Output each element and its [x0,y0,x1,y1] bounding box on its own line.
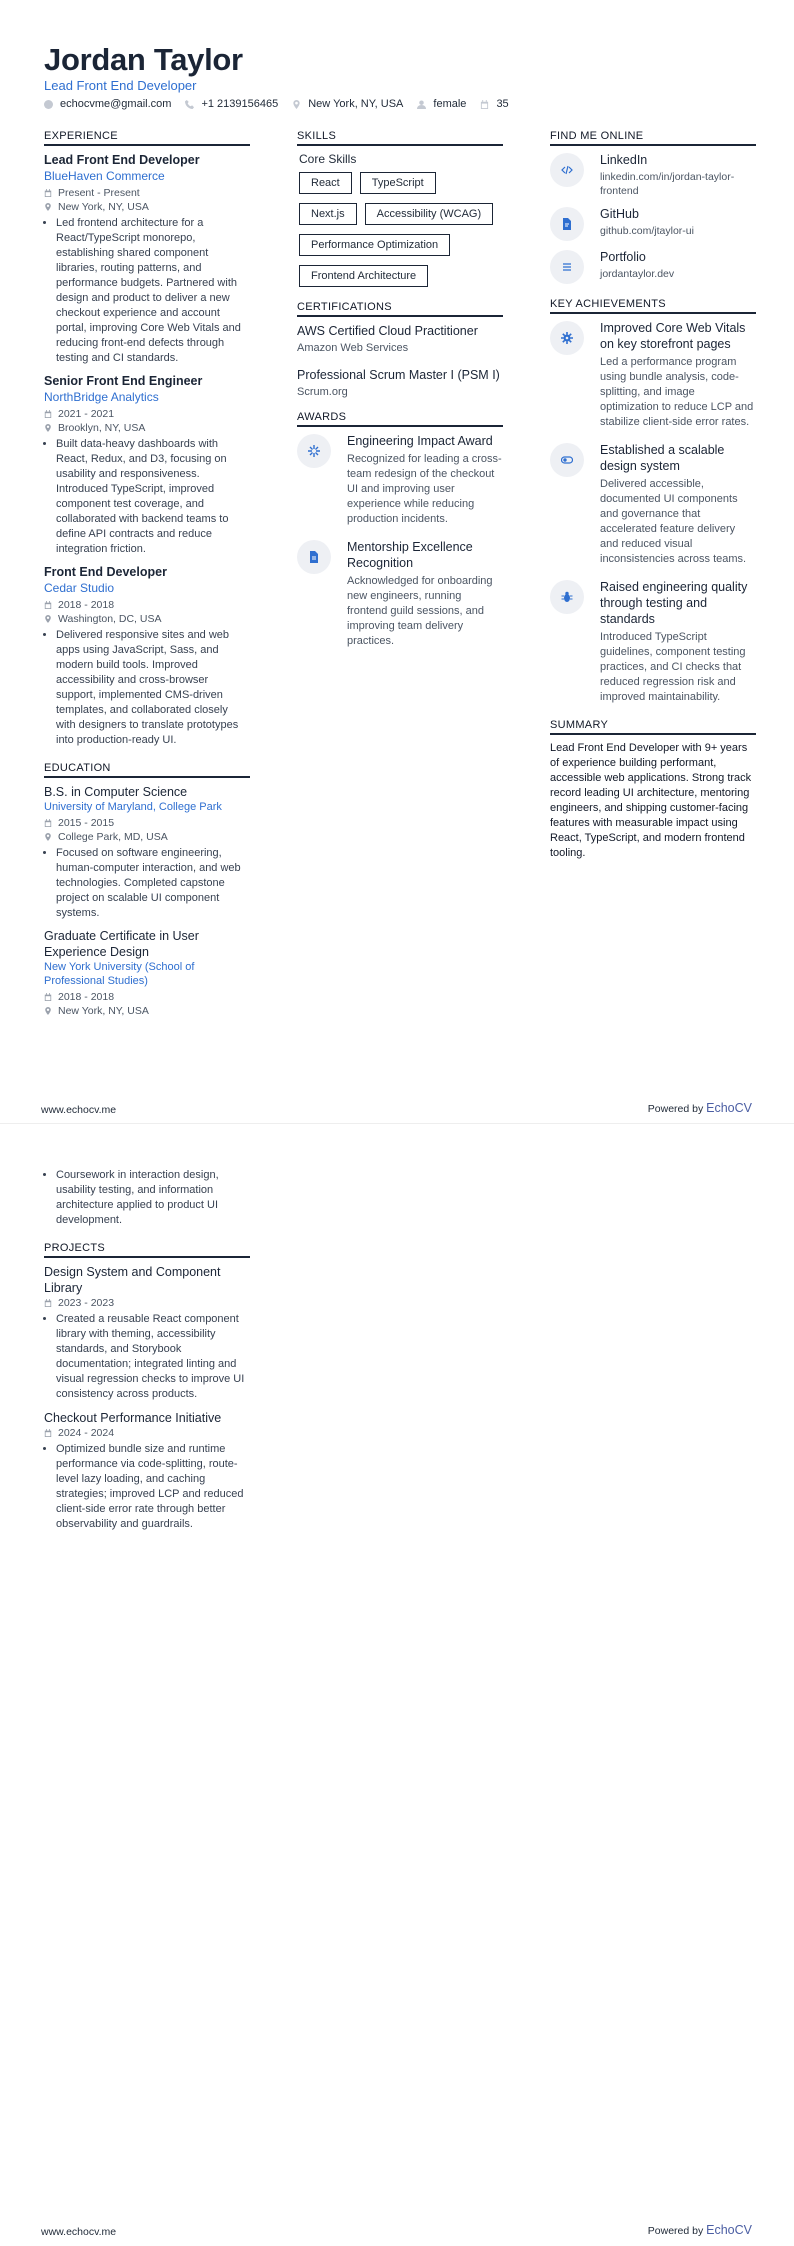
project-dates-text: 2023 - 2023 [58,1297,115,1309]
achievement-title: Raised engineering quality through testing and standards [600,580,748,626]
certification-issuer: Scrum.org [297,386,348,398]
achievement-entry [550,579,756,705]
project-entry [44,1264,250,1402]
job-bullet: • Delivered responsive sites and web apps using JavaScript, Sass, and modern build tools. Improved accessibility and cross-browser support, implemented CMS-driven templates, and collaborated closely with designers to translate prototypes into production-ready UI. [56,628,250,748]
job-title: Lead Front End Developer [44,153,200,167]
award-description: Acknowledged for onboarding new engineers, running frontend guild sessions, and improving team delivery practices. [347,575,493,647]
project-dates-text: 2024 - 2024 [58,1427,115,1439]
education-location-text: College Park, MD, USA [58,831,168,843]
link-icon-badge [550,207,584,241]
link-icon-badge [550,250,584,284]
phone-icon [185,100,194,109]
award-description: Recognized for leading a cross-team redesign of the checkout UI and improving user experience while reducing production incidents. [347,453,502,525]
resume-page-2 [0,1123,794,2246]
left-column [44,130,250,1018]
calendar-icon [44,1429,52,1437]
company-name: NorthBridge Analytics [44,390,159,404]
project-bullet: • Optimized bundle size and runtime performance via code-splitting, route-level lazy loading, and caching strategies; improved LCP and reduced client-side error rate through better observability and guardrails. [56,1442,250,1532]
job-location-text: New York, NY, USA [58,201,149,213]
job-dates [44,407,250,421]
experience-entry [44,564,250,748]
summary-text: Lead Front End Developer with 9+ years of experience building performant, accessible web applications. Strong track record leading UI architecture, mentoring engineers, and shipping customer-facing features with measurable impact using React, TypeScript, and modern frontend tooling. [550,742,752,859]
certification-entry [297,367,503,399]
user-icon [417,100,426,109]
list-icon [561,261,573,273]
project-name: Checkout Performance Initiative [44,1411,222,1425]
education-bullet: • Coursework in interaction design, usability testing, and information architecture applied to product UI development. [56,1168,250,1228]
section-heading-key-achievements: KEY ACHIEVEMENTS [550,298,756,314]
link-url[interactable]: github.com/jtaylor-ui [600,225,694,237]
skills-subtitle: Core Skills [299,152,357,166]
job-dates-text: Present - Present [58,187,140,199]
project-dates [44,1426,250,1440]
education-location [44,1004,250,1018]
brand-name: EchoCV [706,1101,752,1115]
education-entry [44,784,250,921]
job-dates-text: 2018 - 2018 [58,599,115,611]
contact-gender-text: female [433,98,467,110]
job-location-text: Washington, DC, USA [58,613,162,625]
education-dates-text: 2015 - 2015 [58,817,115,829]
certification-name: AWS Certified Cloud Practitioner [297,324,478,338]
sparkle-icon [308,445,320,457]
footer-powered-by[interactable] [648,2223,752,2237]
contact-phone-text: +1 2139156465 [201,98,279,110]
job-title: Senior Front End Engineer [44,374,203,388]
achievement-description: Introduced TypeScript guidelines, component testing practices, and CI checks that reduced regression risk and improved maintainability. [600,631,746,703]
profile-link-linkedin[interactable] [550,152,756,198]
certification-entry [297,323,503,355]
job-dates-text: 2021 - 2021 [58,408,115,420]
project-entry [44,1410,250,1532]
code-icon [561,164,573,176]
degree: Graduate Certificate in User Experience Design [44,929,199,959]
project-bullets [44,1442,250,1532]
contact-bar [44,98,523,110]
contact-gender [417,98,466,110]
school-name: New York University (School of Professional Studies) [44,961,195,987]
email-icon [44,100,53,109]
achievement-description: Led a performance program using bundle analysis, code-splitting, and image optimization to reduce LCP and stabilize client-side error rates. [600,356,754,428]
section-heading-summary: SUMMARY [550,719,756,735]
project-bullet: • Created a reusable React component library with theming, accessibility standards, and Storybook documentation; integrated linting and visual regression checks to improve UI consistency across products. [56,1312,250,1402]
map-pin-icon [292,100,301,109]
footer-website[interactable]: www.echocv.me [41,1104,117,1116]
education-bullets [44,846,250,921]
link-url[interactable]: linkedin.com/in/jordan-taylor-frontend [600,171,735,197]
contact-age [480,98,508,110]
education-dates-text: 2018 - 2018 [58,991,115,1003]
calendar-icon [44,819,52,827]
achievement-icon-badge [550,321,584,355]
job-dates [44,186,250,200]
project-dates [44,1296,250,1310]
candidate-title: Lead Front End Developer [44,78,197,93]
calendar-icon [44,189,52,197]
section-heading-skills: SKILLS [297,130,503,146]
job-bullets [44,216,250,366]
contact-email-text: echocvme@gmail.com [60,98,172,110]
experience-entry [44,373,250,557]
calendar-icon [44,993,52,1001]
middle-column [297,130,503,661]
achievement-entry [550,320,756,430]
bug-icon [561,591,573,603]
calendar-icon [44,601,52,609]
job-location [44,421,250,435]
skill-tag: Accessibility (WCAG) [365,203,494,225]
profile-link-portfolio[interactable] [550,249,756,284]
job-bullet: • Built data-heavy dashboards with React, Redux, and D3, focusing on usability and responsiveness. Introduced TypeScript, improved component test coverage, and collaborated with backend teams to define API contracts and reduce integration friction. [56,437,250,557]
link-icon-badge [550,153,584,187]
map-pin-icon [44,615,52,623]
footer-website[interactable]: www.echocv.me [41,2226,117,2238]
footer-powered-by[interactable] [648,1101,752,1115]
section-heading-projects: PROJECTS [44,1242,250,1258]
link-label: GitHub [600,207,639,221]
education-entry [44,928,250,1018]
experience-entry [44,152,250,366]
achievement-title: Established a scalable design system [600,443,725,473]
calendar-icon [480,100,489,109]
achievement-icon-badge [550,443,584,477]
education-dates [44,990,250,1004]
job-location [44,200,250,214]
certification-name: Professional Scrum Master I (PSM I) [297,368,500,382]
award-title: Mentorship Excellence Recognition [347,540,473,570]
skill-tag: Frontend Architecture [299,265,428,287]
skill-tag: Next.js [299,203,357,225]
company-name: BlueHaven Commerce [44,169,165,183]
calendar-icon [44,410,52,418]
job-bullet: • Led frontend architecture for a React/TypeScript monorepo, establishing shared component libraries, routing patterns, and performance budgets. Partnered with design and product to deliver a new checkout experience and account portal, improving Core Web Vitals and reducing front-end defects through testing and CI standards. [56,216,250,366]
contact-age-text: 35 [496,98,509,110]
education-dates [44,816,250,830]
link-label: Portfolio [600,250,646,264]
job-title: Front End Developer [44,565,167,579]
left-column-continued [44,1166,250,1532]
job-location-text: Brooklyn, NY, USA [58,422,146,434]
award-entry [297,433,503,527]
right-column [550,130,756,861]
award-icon-badge [297,540,331,574]
map-pin-icon [44,203,52,211]
gear-icon [561,332,573,344]
achievement-icon-badge [550,580,584,614]
profile-link-github[interactable] [550,206,756,241]
job-bullets [44,628,250,748]
degree: B.S. in Computer Science [44,785,188,799]
document-icon [308,551,320,563]
calendar-icon [44,1299,52,1307]
candidate-name: Jordan Taylor [44,42,243,77]
section-heading-find-me-online: FIND ME ONLINE [550,130,756,146]
company-name: Cedar Studio [44,581,115,595]
job-bullets [44,437,250,557]
skill-tag: TypeScript [360,172,436,194]
school-name: University of Maryland, College Park [44,801,222,813]
powered-by-text: Powered by [647,2225,704,2237]
education-bullets [44,1168,250,1228]
section-heading-experience: EXPERIENCE [44,130,250,146]
link-url[interactable]: jordantaylor.dev [600,268,675,280]
award-title: Engineering Impact Award [347,434,493,448]
award-entry [297,539,503,649]
section-heading-education: EDUCATION [44,762,250,778]
project-name: Design System and Component Library [44,1265,221,1295]
toggle-icon [561,454,573,466]
education-location-text: New York, NY, USA [58,1005,149,1017]
skill-tag: React [299,172,352,194]
section-heading-awards: AWARDS [297,411,503,427]
contact-phone[interactable] [185,98,278,110]
file-icon [561,218,573,230]
project-bullets [44,1312,250,1402]
achievement-description: Delivered accessible, documented UI components and governance that accelerated feature delivery and reduced visual inconsistencies across teams. [600,478,747,565]
education-location [44,830,250,844]
award-icon-badge [297,434,331,468]
contact-email[interactable] [44,98,171,110]
achievement-entry [550,442,756,567]
job-location [44,612,250,626]
achievement-title: Improved Core Web Vitals on key storefront pages [600,321,746,351]
education-bullet: • Focused on software engineering, human-computer interaction, and web technologies. Completed capstone project on scalable UI component systems. [56,846,250,921]
brand-name: EchoCV [706,2223,752,2237]
certification-issuer: Amazon Web Services [297,342,409,354]
skill-tag: Performance Optimization [299,234,450,256]
map-pin-icon [44,833,52,841]
map-pin-icon [44,1007,52,1015]
skill-tags [297,172,503,296]
powered-by-text: Powered by [647,1103,704,1115]
contact-location [292,98,403,110]
section-heading-certifications: CERTIFICATIONS [297,301,503,317]
link-label: LinkedIn [600,153,648,167]
contact-location-text: New York, NY, USA [308,98,404,110]
map-pin-icon [44,424,52,432]
job-dates [44,598,250,612]
